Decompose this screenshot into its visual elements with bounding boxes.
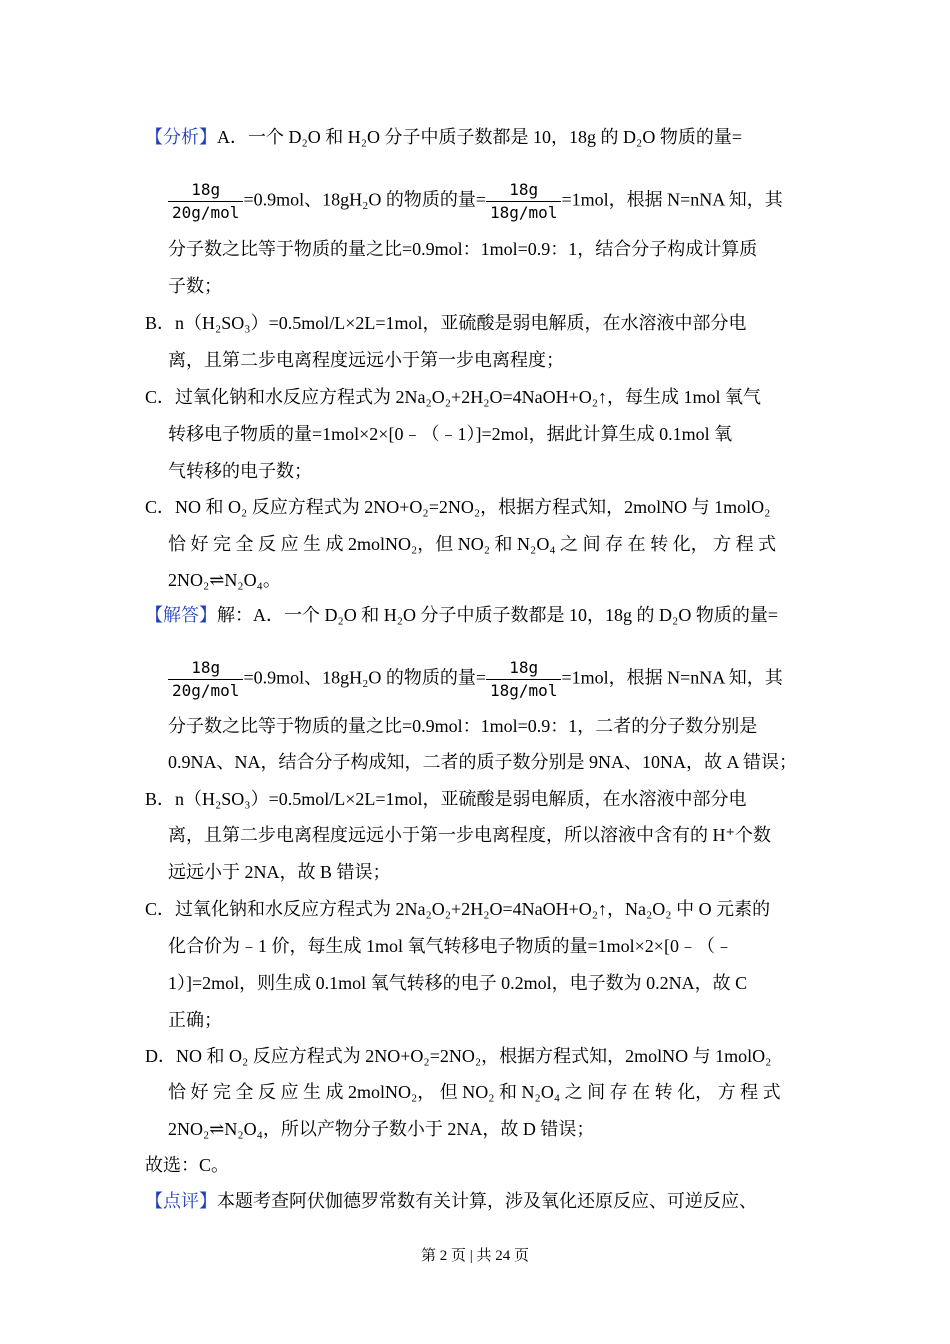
solution-line-4: 0.9NA、NA，结合分子构成知，二者的质子数分别是 9NA、10NA，故 A 错误； [168,752,797,772]
fraction-h2o: $\frac{18g}{\text{18g/mol}}$ [486,658,561,701]
solution-tag: 【解答】 [145,605,217,625]
solution-d-line-3: 2NO₂⇌N₂O₄，所以产物分子数小于 2NA，故 D 错误； [168,1119,595,1139]
solution-d-line-1: D．NO 和 O₂ 反应方程式为 2NO+O₂=2NO₂，根据方程式知，2molNO 与 1molO₂ [145,1046,772,1066]
solution-c-line-3: 1）]=2mol，则生成 0.1mol 氧气转移的电子 0.2mol，电子数为 0.2NA，故 C [168,973,748,993]
analysis-line-4: 子数； [168,276,222,296]
fraction-d2o: $\frac{18g}{\text{20g/mol}}$ [168,658,243,701]
solution-d-line-2: 恰 好 完 全 反 应 生 成 2molNO₂， 但 NO₂ 和 N₂O₄ 之 间 存 在 转 化， 方 程 式 [168,1082,781,1102]
comment-tag: 【点评】 [145,1191,217,1211]
page-footer: 第 2 页 | 共 24 页 [420,1248,529,1264]
solution-c-line-4: 正确； [168,1010,222,1030]
analysis-b-line-2: 离，且第二步电离程度远远小于第一步电离程度； [168,350,564,370]
analysis-c-line-2: 转移电子物质的量=1mol×2×[0﹣（﹣1）]=2mol，据此计算生成 0.1mol 氧 [168,424,733,444]
analysis-c-line-3: 气转移的电子数； [168,461,312,481]
analysis-line-1: 【分析】A．一个 D₂O 和 H₂O 分子中质子数都是 10，18g 的 D₂O 物质的量= [145,127,742,147]
analysis-tag: 【分析】 [145,127,217,147]
analysis-b-line-1: B．n（H₂SO₃）=0.5mol/L×2L=1mol，亚硫酸是弱电解质，在水溶液中部分电 [145,313,747,333]
fraction-h2o: $\frac{18g}{\text{18g/mol}}$ [486,180,561,223]
solution-b-line-1: B．n（H₂SO₃）=0.5mol/L×2L=1mol，亚硫酸是弱电解质，在水溶液中部分电 [145,789,747,809]
solution-b-line-3: 远远小于 2NA，故 B 错误； [168,862,391,882]
comment-line: 【点评】本题考查阿伏伽德罗常数有关计算，涉及氧化还原反应、可逆反应、 [145,1191,757,1211]
analysis-d-line-2: 恰 好 完 全 反 应 生 成 2molNO₂，但 NO₂ 和 N₂O₄ 之 间 存 在 转 化， 方 程 式 [168,534,777,554]
solution-line-3: 分子数之比等于物质的量之比=0.9mol：1mol=0.9：1，二者的分子数分别是 [168,716,758,736]
analysis-d-line-1: C．NO 和 O₂ 反应方程式为 2NO+O₂=2NO₂，根据方程式知，2molNO 与 1molO₂ [145,497,771,517]
analysis-line-3: 分子数之比等于物质的量之比=0.9mol：1mol=0.9：1，结合分子构成计算质 [168,239,758,259]
solution-answer: 故选：C。 [145,1155,230,1175]
solution-c-line-1: C．过氧化钠和水反应方程式为 2Na₂O₂+2H₂O=4NaOH+O₂↑，Na₂O₂ 中 O 元素的 [145,899,771,919]
analysis-d-line-3: 2NO₂⇌N₂O₄。 [168,570,281,590]
analysis-line-2: $\frac{18g}{\text{20g/mol}}$ =0.9mol、18gH₂O 的物质的量= $\frac{18g}{\text{18g/mol}}$ =1mol，根据 N=nNA 知，其 [168,180,783,223]
analysis-c-line-1: C．过氧化钠和水反应方程式为 2Na₂O₂+2H₂O=4NaOH+O₂↑，每生成 1mol 氧气 [145,387,762,407]
solution-line-2: $\frac{18g}{\text{20g/mol}}$ =0.9mol、18gH₂O 的物质的量= $\frac{18g}{\text{18g/mol}}$ =1mol，根据 N=nNA 知，其 [168,658,783,701]
solution-b-line-2: 离，且第二步电离程度远远小于第一步电离程度，所以溶液中含有的 H⁺个数 [168,825,771,845]
solution-line-1: 【解答】解：A．一个 D₂O 和 H₂O 分子中质子数都是 10，18g 的 D₂O 物质的量= [145,605,778,625]
solution-c-line-2: 化合价为﹣1 价，每生成 1mol 氧气转移电子物质的量=1mol×2×[0﹣（﹣ [168,936,733,956]
fraction-d2o: $\frac{18g}{\text{20g/mol}}$ [168,180,243,223]
